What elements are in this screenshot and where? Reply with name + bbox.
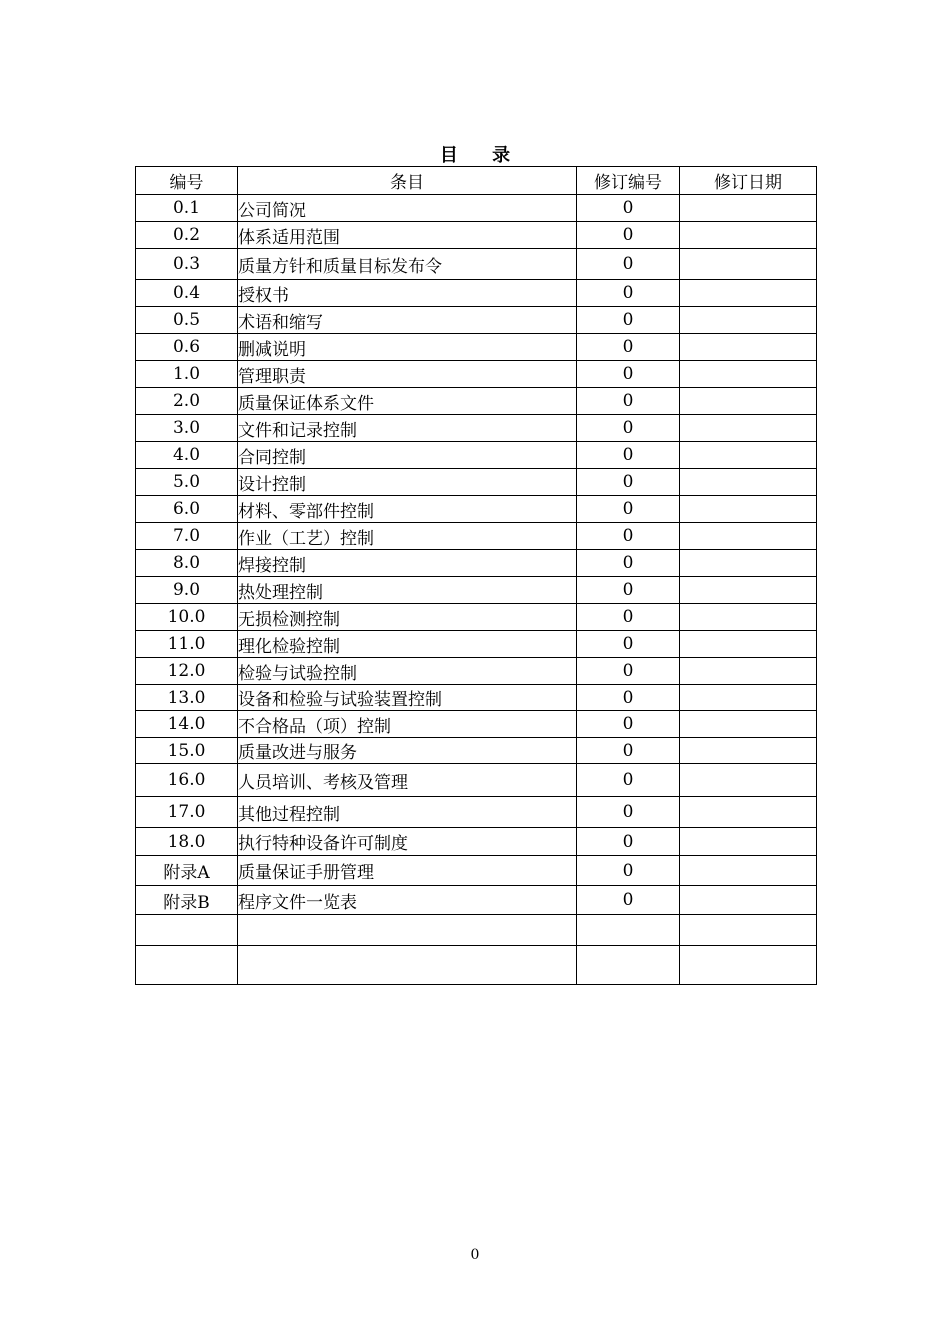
row-revision-no: 0 — [577, 631, 680, 658]
toc-table — [135, 166, 817, 985]
row-item: 人员培训、考核及管理 — [238, 764, 577, 797]
table-row — [136, 886, 817, 915]
row-number: 11.0 — [136, 631, 238, 658]
row-item — [238, 946, 577, 985]
table-row — [136, 658, 817, 685]
row-item: 材料、零部件控制 — [238, 496, 577, 523]
row-number: 0.4 — [136, 280, 238, 307]
row-revision-date — [680, 946, 817, 985]
row-number: 0.6 — [136, 334, 238, 361]
table-row — [136, 764, 817, 797]
table-row — [136, 280, 817, 307]
table-row — [136, 828, 817, 856]
row-revision-date — [680, 915, 817, 946]
table-row — [136, 685, 817, 711]
row-revision-date — [680, 442, 817, 469]
row-revision-no: 0 — [577, 886, 680, 915]
row-item: 程序文件一览表 — [238, 886, 577, 915]
row-revision-date — [680, 797, 817, 828]
row-revision-no: 0 — [577, 469, 680, 496]
header-revision-date: 修订日期 — [680, 167, 817, 195]
header-revision-no: 修订编号 — [577, 167, 680, 195]
row-revision-date — [680, 577, 817, 604]
row-revision-no: 0 — [577, 604, 680, 631]
row-revision-date — [680, 415, 817, 442]
row-item: 热处理控制 — [238, 577, 577, 604]
table-row — [136, 711, 817, 738]
row-item: 焊接控制 — [238, 550, 577, 577]
row-revision-date — [680, 828, 817, 856]
row-revision-date — [680, 249, 817, 280]
row-number: 7.0 — [136, 523, 238, 550]
row-revision-date — [680, 631, 817, 658]
row-revision-date — [680, 685, 817, 711]
row-item: 合同控制 — [238, 442, 577, 469]
row-item — [238, 915, 577, 946]
row-revision-no: 0 — [577, 222, 680, 249]
row-item: 体系适用范围 — [238, 222, 577, 249]
row-revision-date — [680, 334, 817, 361]
row-revision-no: 0 — [577, 249, 680, 280]
row-revision-no: 0 — [577, 550, 680, 577]
table-row — [136, 307, 817, 334]
table-row — [136, 361, 817, 388]
row-number: 0.3 — [136, 249, 238, 280]
row-revision-date — [680, 361, 817, 388]
row-revision-date — [680, 550, 817, 577]
row-revision-no: 0 — [577, 388, 680, 415]
row-number: 10.0 — [136, 604, 238, 631]
row-revision-no: 0 — [577, 738, 680, 764]
table-header-row — [136, 167, 817, 195]
row-number: 0.5 — [136, 307, 238, 334]
table-row — [136, 915, 817, 946]
row-number — [136, 946, 238, 985]
row-number: 6.0 — [136, 496, 238, 523]
row-revision-date — [680, 886, 817, 915]
table-row — [136, 388, 817, 415]
row-revision-date — [680, 280, 817, 307]
row-number: 8.0 — [136, 550, 238, 577]
row-revision-no: 0 — [577, 577, 680, 604]
row-item: 质量方针和质量目标发布令 — [238, 249, 577, 280]
row-number: 13.0 — [136, 685, 238, 711]
table-row — [136, 946, 817, 985]
row-revision-no: 0 — [577, 334, 680, 361]
row-revision-no: 0 — [577, 685, 680, 711]
row-revision-no: 0 — [577, 658, 680, 685]
row-revision-no: 0 — [577, 280, 680, 307]
header-item: 条目 — [238, 167, 577, 195]
table-row — [136, 523, 817, 550]
table-row — [136, 469, 817, 496]
row-item: 删减说明 — [238, 334, 577, 361]
row-number: 9.0 — [136, 577, 238, 604]
row-revision-no: 0 — [577, 496, 680, 523]
row-revision-no: 0 — [577, 361, 680, 388]
row-revision-no: 0 — [577, 523, 680, 550]
row-number: 3.0 — [136, 415, 238, 442]
row-item: 检验与试验控制 — [238, 658, 577, 685]
row-revision-no: 0 — [577, 856, 680, 886]
row-revision-no: 0 — [577, 797, 680, 828]
row-item: 质量保证体系文件 — [238, 388, 577, 415]
row-revision-no — [577, 915, 680, 946]
table-row — [136, 550, 817, 577]
row-revision-no: 0 — [577, 307, 680, 334]
row-number: 5.0 — [136, 469, 238, 496]
header-number: 编号 — [136, 167, 238, 195]
row-item: 作业（工艺）控制 — [238, 523, 577, 550]
row-revision-date — [680, 195, 817, 222]
row-revision-date — [680, 222, 817, 249]
row-item: 其他过程控制 — [238, 797, 577, 828]
row-revision-date — [680, 469, 817, 496]
table-row — [136, 856, 817, 886]
row-number: 16.0 — [136, 764, 238, 797]
row-revision-date — [680, 738, 817, 764]
row-item: 设备和检验与试验装置控制 — [238, 685, 577, 711]
table-row — [136, 415, 817, 442]
row-number: 0.2 — [136, 222, 238, 249]
row-item: 不合格品（项）控制 — [238, 711, 577, 738]
row-revision-date — [680, 388, 817, 415]
row-item: 无损检测控制 — [238, 604, 577, 631]
table-row — [136, 334, 817, 361]
row-item: 管理职责 — [238, 361, 577, 388]
row-revision-date — [680, 856, 817, 886]
row-revision-date — [680, 604, 817, 631]
row-item: 质量改进与服务 — [238, 738, 577, 764]
row-revision-no: 0 — [577, 711, 680, 738]
table-row — [136, 222, 817, 249]
row-number: 15.0 — [136, 738, 238, 764]
row-item: 执行特种设备许可制度 — [238, 828, 577, 856]
row-revision-no: 0 — [577, 828, 680, 856]
row-item: 文件和记录控制 — [238, 415, 577, 442]
table-row — [136, 577, 817, 604]
row-revision-date — [680, 658, 817, 685]
row-revision-date — [680, 764, 817, 797]
row-item: 理化检验控制 — [238, 631, 577, 658]
table-row — [136, 195, 817, 222]
row-revision-date — [680, 307, 817, 334]
row-number: 1.0 — [136, 361, 238, 388]
row-revision-no: 0 — [577, 195, 680, 222]
row-number: 4.0 — [136, 442, 238, 469]
row-revision-no: 0 — [577, 415, 680, 442]
row-revision-date — [680, 523, 817, 550]
row-item: 设计控制 — [238, 469, 577, 496]
row-revision-date — [680, 711, 817, 738]
row-number: 2.0 — [136, 388, 238, 415]
page-title: 目 录 — [439, 145, 525, 166]
row-revision-no: 0 — [577, 764, 680, 797]
row-revision-no: 0 — [577, 442, 680, 469]
row-item: 授权书 — [238, 280, 577, 307]
row-item: 公司简况 — [238, 195, 577, 222]
row-number — [136, 915, 238, 946]
page-number: 0 — [470, 1247, 480, 1263]
table-row — [136, 797, 817, 828]
table-row — [136, 496, 817, 523]
table-row — [136, 604, 817, 631]
row-revision-no — [577, 946, 680, 985]
row-item: 术语和缩写 — [238, 307, 577, 334]
row-number: 18.0 — [136, 828, 238, 856]
row-number: 12.0 — [136, 658, 238, 685]
table-row — [136, 738, 817, 764]
table-row — [136, 249, 817, 280]
row-number: 17.0 — [136, 797, 238, 828]
row-item: 质量保证手册管理 — [238, 856, 577, 886]
row-number: 附录A — [136, 856, 238, 886]
row-revision-date — [680, 496, 817, 523]
row-number: 0.1 — [136, 195, 238, 222]
table-row — [136, 442, 817, 469]
row-number: 附录B — [136, 886, 238, 915]
row-number: 14.0 — [136, 711, 238, 738]
table-row — [136, 631, 817, 658]
